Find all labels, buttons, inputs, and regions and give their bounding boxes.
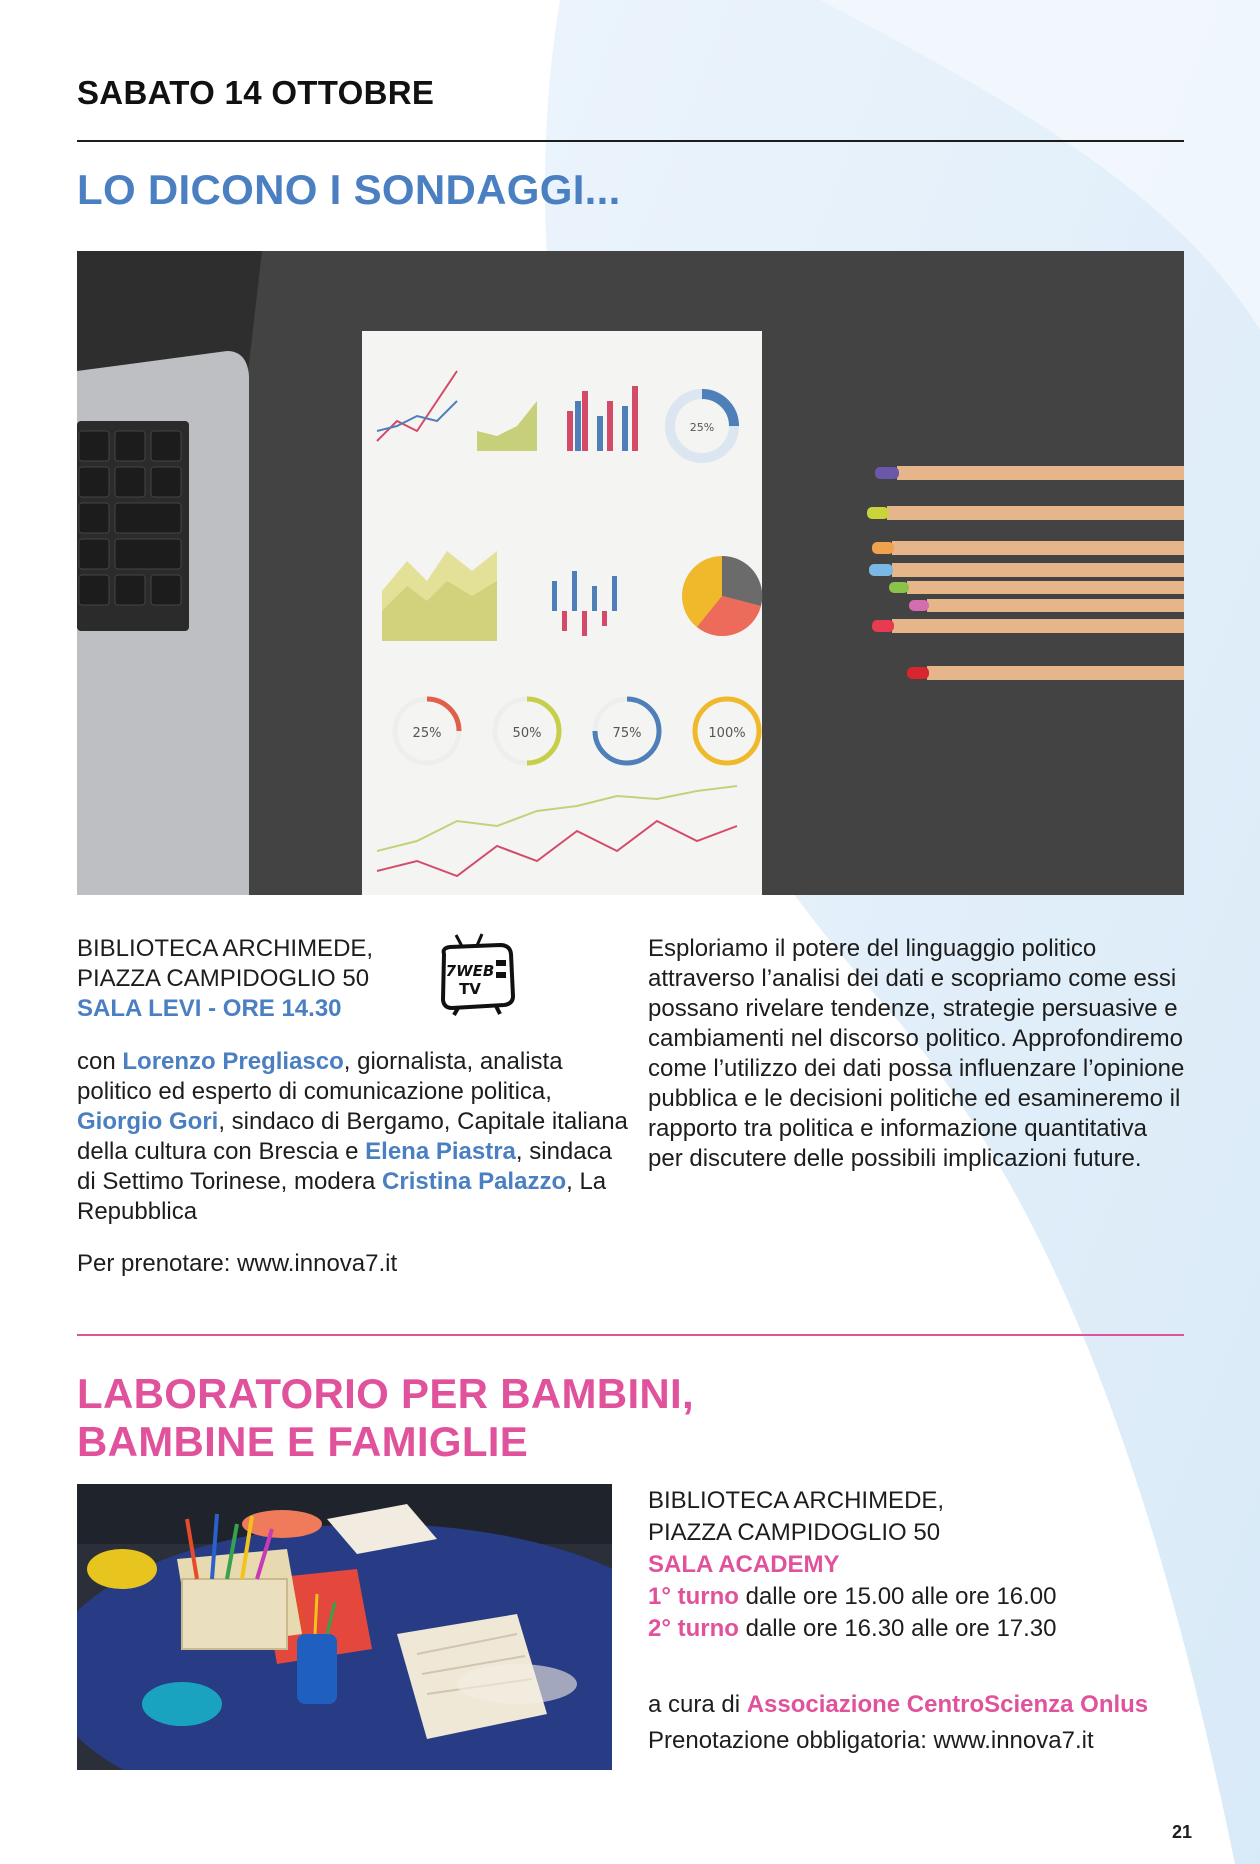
turn2-time: dalle ore 16.30 alle ore 17.30 [738,1615,1057,1642]
laptop-image [77,251,262,895]
event2-details [648,1485,1057,1645]
event1-location-line2: PIAZZA CAMPIDOGLIO 50 [77,965,370,992]
event-date-header: SABATO 14 OTTOBRE [77,74,435,111]
event1-room-time: SALA LEVI - ORE 14.30 [77,995,342,1022]
turn1-time: dalle ore 15.00 alle ore 16.00 [738,1583,1057,1610]
workshop-photo [77,1484,612,1770]
guest-pre: con [77,1048,123,1075]
event2-title-line2: BAMBINE E FAMIGLIE [77,1418,529,1465]
turn1-label: 1° turno [648,1583,739,1610]
guest-role: , sindaca di Settimo Torinese, [77,1138,612,1195]
event2-curator-block [648,1687,1148,1759]
event2-booking-link[interactable]: Prenotazione obbligatoria: www.innova7.it [648,1727,1094,1754]
event1-description: Esploriamo il potere del linguaggio politico attraverso l’analisi dei dati e scopriamo come essi possano rivelare tendenze, strategie persuasive e cambiamenti nel discorso politico. Approfondiremo come l’utilizzo dei dati possa influenzare l’opinione pubblica e le decisioni politiche ed esamineremo il rapporto tra politica e informazione quantitativa per discutere delle possibili implicazioni future. [648,935,1185,1172]
guest-name-piastra: Elena Piastra [365,1138,516,1165]
guest-name-pregliasco: Lorenzo Pregliasco [122,1048,344,1075]
guest-name-gori: Giorgio Gori [77,1108,219,1135]
event1-booking-link[interactable]: Per prenotare: www.innova7.it [77,1250,398,1277]
chart-label-donut: 25% [689,421,715,434]
event2-location-line2: PIAZZA CAMPIDOGLIO 50 [648,1519,941,1546]
event1-guests [77,1047,637,1227]
event2-turn2 [648,1613,1057,1645]
curator-pre: a cura di [648,1691,747,1718]
chart-label-100: 100% [708,726,746,741]
guest-pre: modera [287,1168,383,1195]
event2-turn1 [648,1581,1057,1613]
event2-curator [648,1687,1148,1723]
badge-line2: TV [459,980,481,998]
event1-location [77,934,373,1024]
event2-location-line1: BIBLIOTECA ARCHIMEDE, [648,1487,945,1514]
dashboard-paper [362,331,762,895]
event2-room: SALA ACADEMY [648,1551,840,1578]
badge-line1: 7WEB [445,962,495,980]
event2-title-line1: LABORATORIO PER BAMBINI, [77,1370,694,1417]
event1-location-line1: BIBLIOTECA ARCHIMEDE, [77,935,374,962]
guest-pre: e [338,1138,366,1165]
event2-title [77,1370,694,1466]
chart-label-25: 25% [412,726,442,741]
guest-name-palazzo: Cristina Palazzo [382,1168,567,1195]
guest-role: , sindaco di Bergamo, Capitale italiana della cultura con Brescia [77,1108,628,1165]
guest-role: , La Repubblica [77,1168,607,1225]
turn2-label: 2° turno [648,1615,739,1642]
chart-label-50: 50% [512,726,542,741]
section-divider [77,1334,1184,1336]
chart-label-75: 75% [612,726,642,741]
page-number: 21 [1172,1822,1193,1842]
curator-name: Associazione CentroScienza Onlus [746,1691,1149,1718]
event1-title: LO DICONO I SONDAGGI... [77,166,621,213]
guest-role: , giornalista, analista politico ed esperto di comunicazione politica, [77,1048,563,1105]
7webtv-icon [436,932,518,1016]
header-divider [77,140,1184,142]
dashboard-photo [77,251,1184,895]
